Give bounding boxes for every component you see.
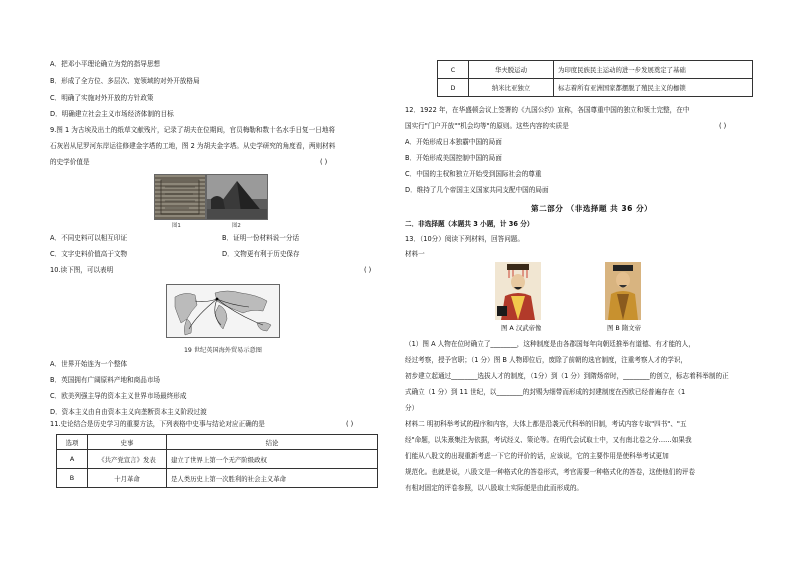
table-cell: 十月革命: [88, 469, 167, 488]
q12-stem-line-2: 国实行"门户开放""机会均等"的原则。这些内容的实质是: [405, 122, 569, 130]
table-row: [438, 79, 753, 97]
q11-stem: 11.史论结合是历史学习的重要方法，下列表格中史事与结论对应正确的是: [50, 420, 265, 428]
q9-option-c: C．文字史料价值高于文物: [50, 250, 128, 258]
table-cell: D: [438, 79, 469, 97]
material-two-line-1: 材料二 明初科举考试的程序和内容，大体上都是沿袭元代科举的旧制，考试内容专取"四书"、"五: [405, 420, 687, 428]
sui-wendi-portrait-image: [605, 262, 641, 320]
fig1-caption: 图1: [172, 223, 181, 229]
table-row: [438, 61, 753, 79]
q10-option-c: C．欧美列强主导的资本主义世界市场最终形成: [50, 392, 187, 400]
q13-part1-line-3: 初步建立起通过________选拔人才的制度，（1分）到（1 分）到隋炀帝时，________的创立，标志着科举制的正: [405, 372, 729, 380]
fig-b-caption: 图 B 隋文帝: [607, 324, 642, 332]
material-two-line-2: 经"命题，以朱熹集注为依据，考试经义、策论等。在明代会试取士中，又有南北卷之分……如果我: [405, 436, 692, 444]
q11-answer-paren: ( ): [346, 420, 354, 428]
q10-option-b: B．英国拥有广阔原料产地和商品市场: [50, 376, 161, 384]
pyramid-image: [206, 174, 268, 220]
papyrus-texture-icon: [155, 175, 205, 219]
fig2-caption: 图2: [232, 223, 241, 229]
table-cell: 是人类历史上第一次胜利的社会主义革命: [167, 469, 378, 488]
q8-option-a: A．把邓小平理论确立为党的指导思想: [50, 60, 161, 68]
material-two-line-5: 有相对固定的评卷参照，以八股取士实际便是由此而形成的。: [405, 484, 584, 492]
q9-option-d: D．文物更有利于历史保存: [222, 250, 300, 258]
q8-option-d: D．明确建立社会主义市场经济体制的目标: [50, 110, 174, 118]
table-row: [57, 450, 378, 469]
q9-option-a: A．不同史料可以相互印证: [50, 234, 128, 242]
table-cell: 华夫脱运动: [469, 61, 554, 79]
fig-a-caption: 图 A 汉武帝像: [501, 324, 542, 332]
q10-option-a: A．世界开始连为一个整体: [50, 360, 128, 368]
emperor-portrait-icon: [605, 262, 641, 320]
material-one-label: 材料一: [405, 250, 425, 258]
table-cell: A: [57, 450, 88, 469]
q10-stem: 10.读下图，可以表明: [50, 266, 114, 274]
part-two-title: 第二部分 （非选择题 共 36 分）: [531, 204, 653, 213]
q11-table: [56, 434, 378, 488]
q12-option-b: B．开始形成美国控制中国的局面: [405, 154, 502, 162]
q13-part1-line-2: 经过考察，授予官职；（1 分）图 B 人物即位后，废除了前朝的选官制度，注重考察人才的学识，: [405, 356, 688, 364]
material-two-line-3: 们能从八股文的出现重新考虑一下它的评价的话，应该说，它的主要作用是使科举考试更加: [405, 452, 669, 460]
han-wudi-portrait-image: [495, 262, 541, 320]
emperor-portrait-icon: [495, 262, 541, 320]
table-row: [57, 469, 378, 488]
q9-stem-line-3: 的史学价值是: [50, 158, 90, 166]
table-cell: 为印度民族民主运动的进一步发展奠定了基础: [554, 61, 753, 79]
q11-table-continued: [437, 60, 753, 97]
table-cell: 纳米比亚独立: [469, 79, 554, 97]
table-cell: C: [438, 61, 469, 79]
world-map-icon: [167, 285, 279, 337]
q12-option-a: A．开始形成日本独霸中国的局面: [405, 138, 502, 146]
q9-stem-line-1: 9.图 1 为古埃及出土的纸草文献残片，记录了胡夫在位期间，官员梅勒和数十名水手日复一日地将: [50, 126, 336, 134]
right-column: [397, 0, 794, 562]
q9-stem-line-2: 石灰岩从尼罗河东岸运往修建金字塔的工地，图 2 为胡夫金字塔。从史学研究的角度看，两则材料: [50, 142, 336, 150]
papyrus-fragment-image: [154, 174, 206, 220]
table-cell: 《共产党宣言》发表: [88, 450, 167, 469]
q8-option-b: B．形成了全方位、多层次、宽领域的对外开放格局: [50, 77, 200, 85]
q8-option-c: C．明确了实施对外开放的方针政策: [50, 94, 154, 102]
table-cell: 建立了世界上第一个无产阶级政权: [167, 450, 378, 469]
table-header-cell: 史事: [88, 435, 167, 450]
pyramid-sphinx-icon: [207, 175, 267, 219]
q13-part1-line-1: （1）图 A 人物在位时确立了________，这种制度是由各郡国每年向朝廷推举有道德、有才能的人，: [405, 340, 695, 348]
q10-map-caption: 19 世纪英国海外贸易示意图: [184, 347, 262, 354]
table-cell: 标志着所有亚洲国家都摆脱了殖民主义的枷锁: [554, 79, 753, 97]
table-header-cell: 选项: [57, 435, 88, 450]
material-two-line-4: 规范化。也就是说，八股文是一种格式化的答卷形式，考官需要一种格式化的答卷，这使他们的评卷: [405, 468, 696, 476]
table-header-cell: 结论: [167, 435, 378, 450]
q10-answer-paren: ( ): [364, 266, 372, 274]
trade-map-image: [166, 284, 280, 338]
q12-option-d: D．维持了几个帝国主义国家共同支配中国的局面: [405, 186, 549, 194]
q10-option-d: D．资本主义由自由资本主义向垄断资本主义阶段过渡: [50, 408, 207, 416]
q12-option-c: C．中国的主权和独立开始受到国际社会的尊重: [405, 170, 542, 178]
q9-option-b: B．证明一份材料说一分话: [222, 234, 300, 242]
q12-answer-paren: ( ): [719, 122, 727, 130]
q13-part1-line-4: 式确立（1 分）到 11 世纪，以________的封赐为细带而形成的封建制度在西欧已经普遍存在（1: [405, 388, 686, 396]
q12-stem-line-1: 12．1922 年，在华盛顿会议上签署的《九国公约》宣称，各国尊重中国的独立和领土完整，在中: [405, 106, 690, 114]
q13-stem: 13．（10分）阅读下列材料，回答问题。: [405, 235, 524, 243]
q9-answer-paren: ( ): [320, 158, 328, 166]
q13-part1-line-5: 分）: [405, 404, 419, 412]
section-two-heading: 二．非选择题（本题共 3 小题，计 36 分）: [405, 220, 534, 228]
table-cell: B: [57, 469, 88, 488]
table-header-row: [57, 435, 378, 450]
